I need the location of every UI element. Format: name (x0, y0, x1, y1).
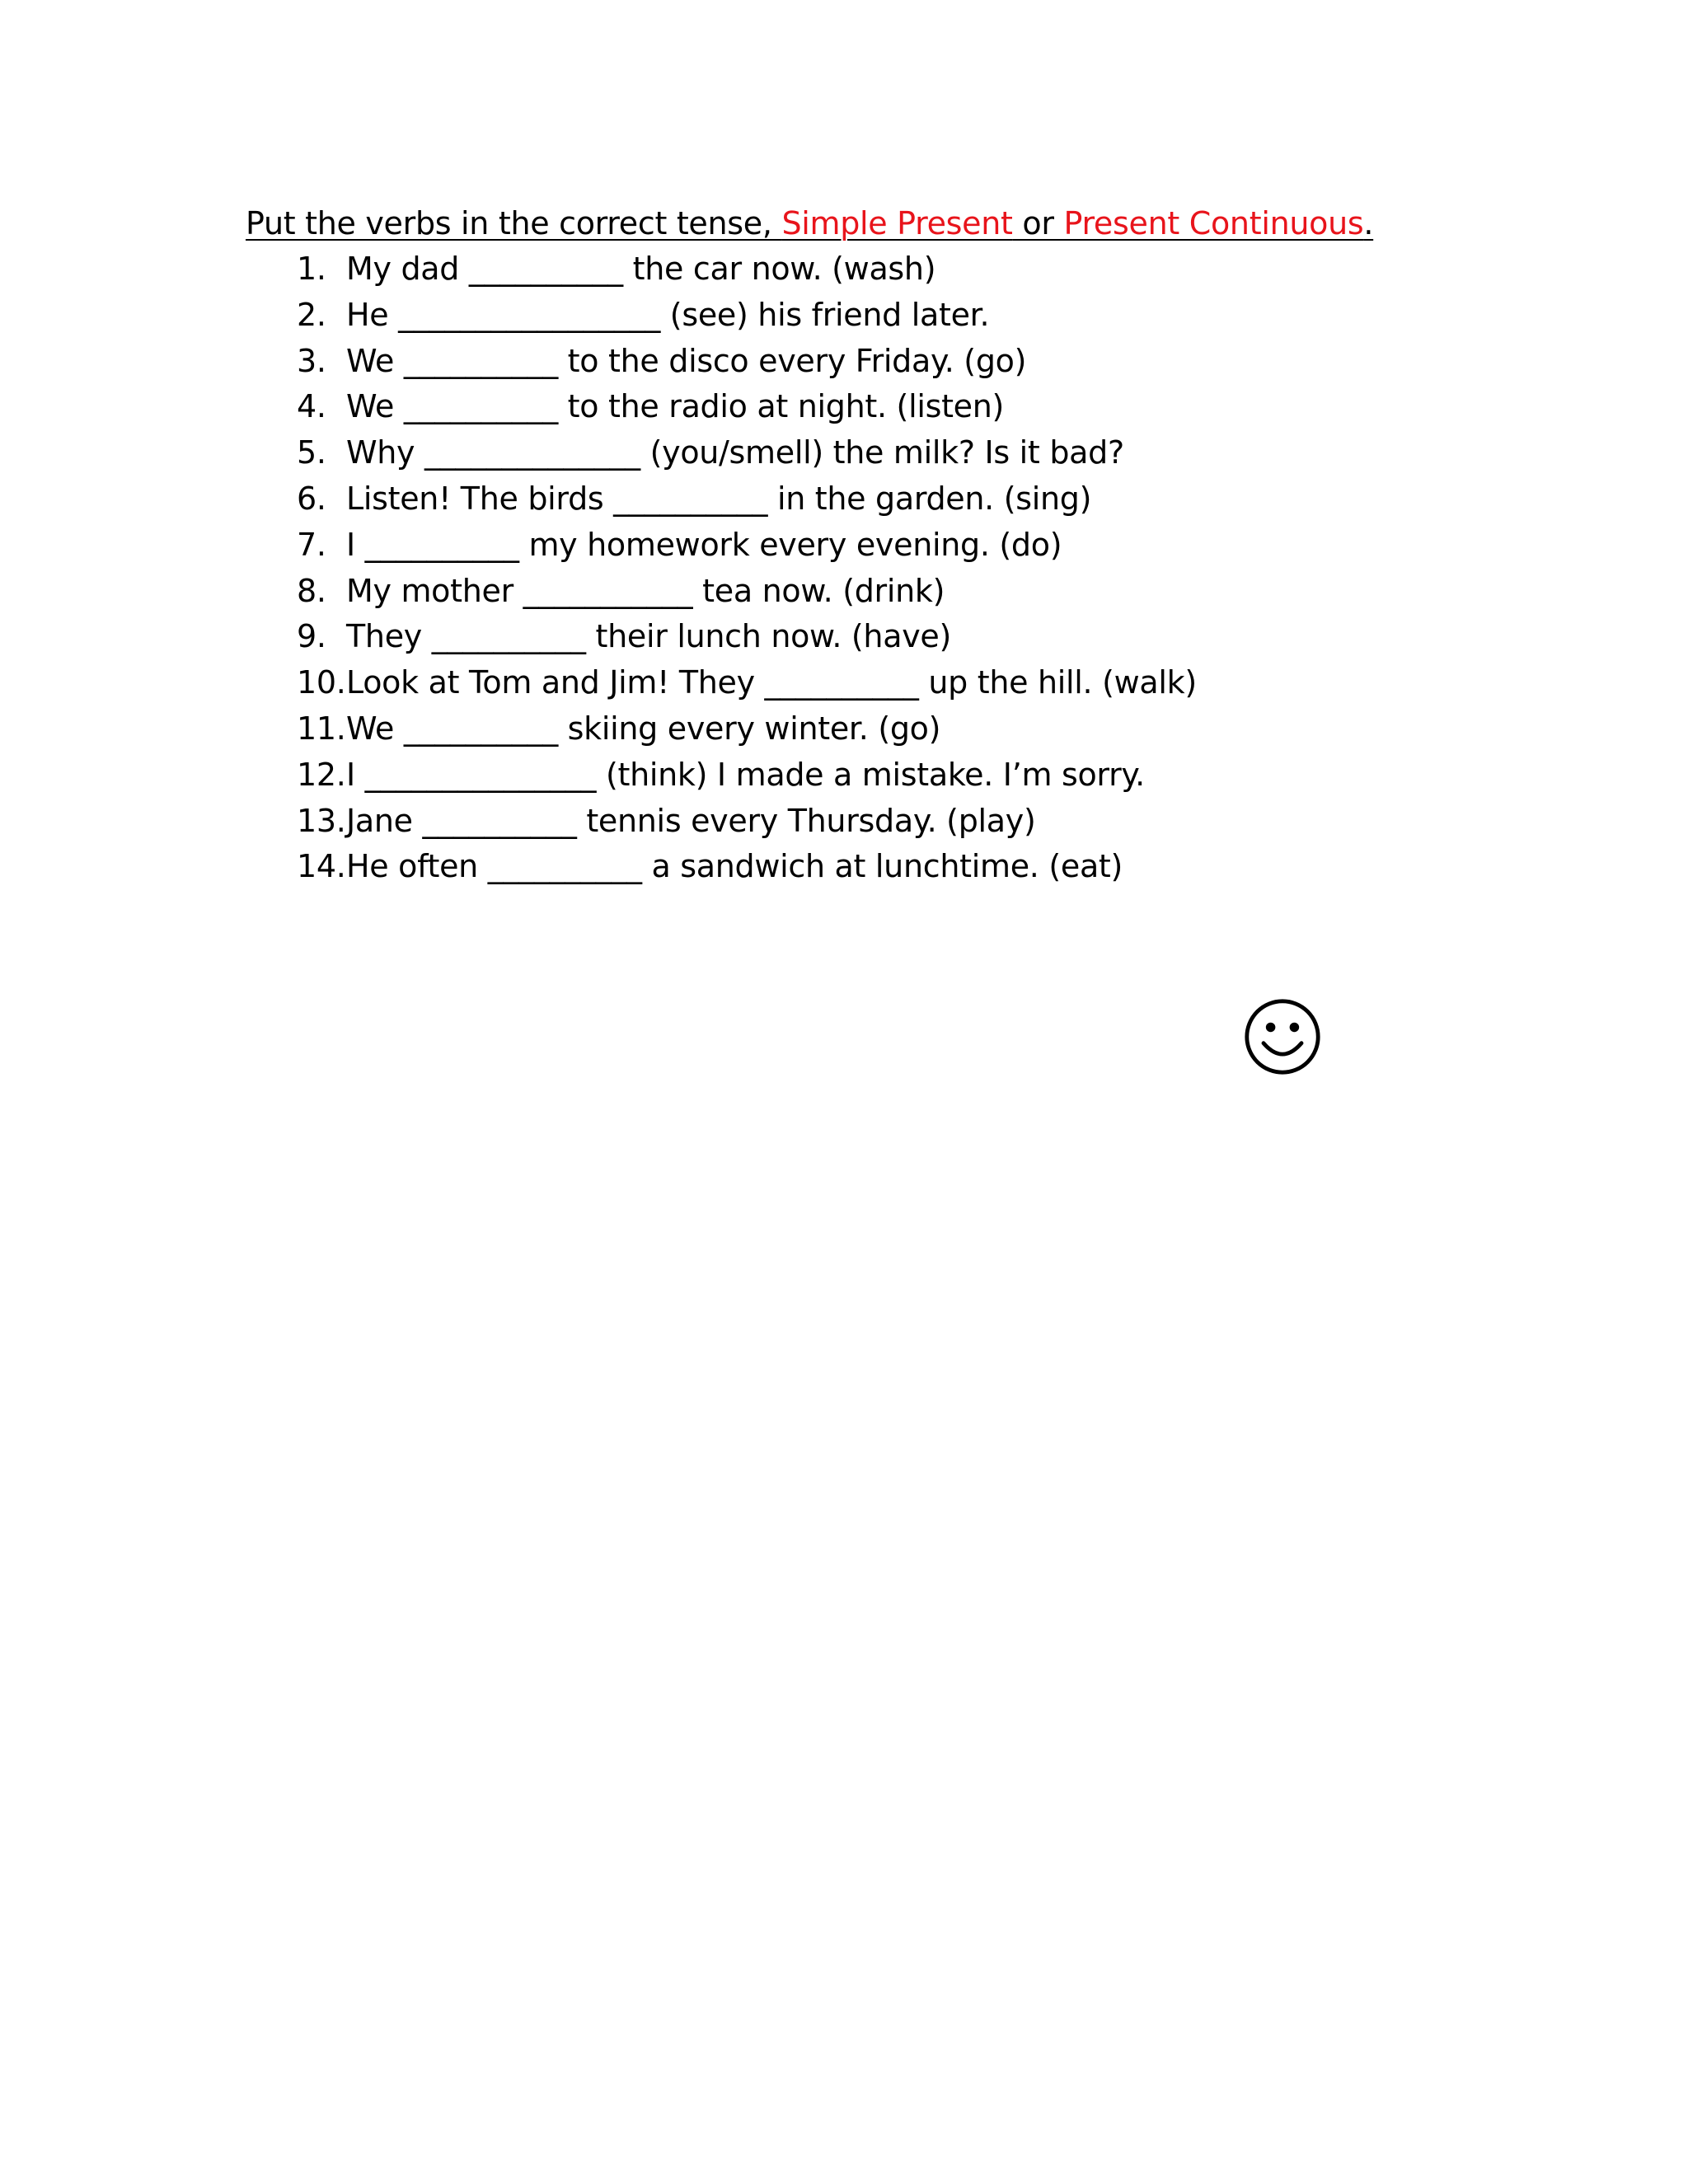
exercise-item (297, 799, 1197, 845)
exercise-item (297, 614, 1197, 660)
instruction-text-end: . (1363, 205, 1374, 241)
exercise-sentence: My dad __________ the car now. (wash) (346, 251, 936, 287)
exercise-item (297, 569, 1197, 615)
exercise-number: 10. (297, 664, 346, 701)
exercise-sentence: We __________ to the radio at night. (listen) (346, 388, 1005, 425)
exercise-number: 9. (297, 618, 326, 655)
exercise-sentence: Listen! The birds __________ in the garden. (sing) (346, 480, 1092, 517)
exercise-sentence: Look at Tom and Jim! They __________ up the hill. (walk) (346, 664, 1197, 701)
exercise-item (297, 844, 1197, 890)
exercise-item (297, 660, 1197, 706)
exercise-sentence: My mother ___________ tea now. (drink) (346, 572, 945, 609)
exercise-item (297, 339, 1197, 385)
tense-simple-present: Simple Present (781, 205, 1013, 241)
exercise-sentence: Jane __________ tennis every Thursday. (play) (346, 802, 1036, 839)
tense-present-continuous: Present Continuous (1063, 205, 1364, 241)
exercise-number: 7. (297, 526, 326, 563)
exercise-item (297, 706, 1197, 752)
exercise-sentence: We __________ to the disco every Friday. (go) (346, 342, 1027, 379)
exercise-number: 8. (297, 572, 326, 609)
exercise-number: 1. (297, 251, 326, 287)
exercise-item (297, 384, 1197, 430)
exercise-item (297, 293, 1197, 339)
exercise-item (297, 430, 1197, 476)
exercise-number: 4. (297, 388, 326, 425)
exercise-sentence: I __________ my homework every evening. (do) (346, 526, 1062, 563)
exercise-item (297, 476, 1197, 523)
exercise-number: 12. (297, 756, 346, 793)
exercise-number: 13. (297, 802, 346, 839)
exercise-sentence: Why ______________ (you/smell) the milk? Is it bad? (346, 434, 1124, 471)
exercise-number: 5. (297, 434, 326, 471)
exercise-number: 14. (297, 848, 346, 885)
instruction-text-or: or (1012, 205, 1064, 241)
instruction-heading (246, 200, 1482, 246)
exercise-number: 2. (297, 296, 326, 333)
exercise-number: 6. (297, 480, 326, 517)
exercise-sentence: They __________ their lunch now. (have) (346, 618, 951, 655)
worksheet (246, 200, 1482, 885)
exercise-item (297, 752, 1197, 799)
exercise-number: 11. (297, 710, 346, 747)
exercise-item (297, 246, 1197, 293)
exercise-item (297, 523, 1197, 569)
exercise-sentence: He often __________ a sandwich at lunchtime. (eat) (346, 848, 1123, 885)
exercise-sentence: We __________ skiing every winter. (go) (346, 710, 941, 747)
instruction-text-start: Put the verbs in the correct tense, (246, 205, 782, 241)
exercise-sentence: He _________________ (see) his friend later. (346, 296, 990, 333)
smiley-face-icon (1243, 997, 1322, 1076)
exercise-list (297, 246, 1197, 890)
exercise-number: 3. (297, 342, 326, 379)
exercise-sentence: I _______________ (think) I made a mistake. I’m sorry. (346, 756, 1145, 793)
